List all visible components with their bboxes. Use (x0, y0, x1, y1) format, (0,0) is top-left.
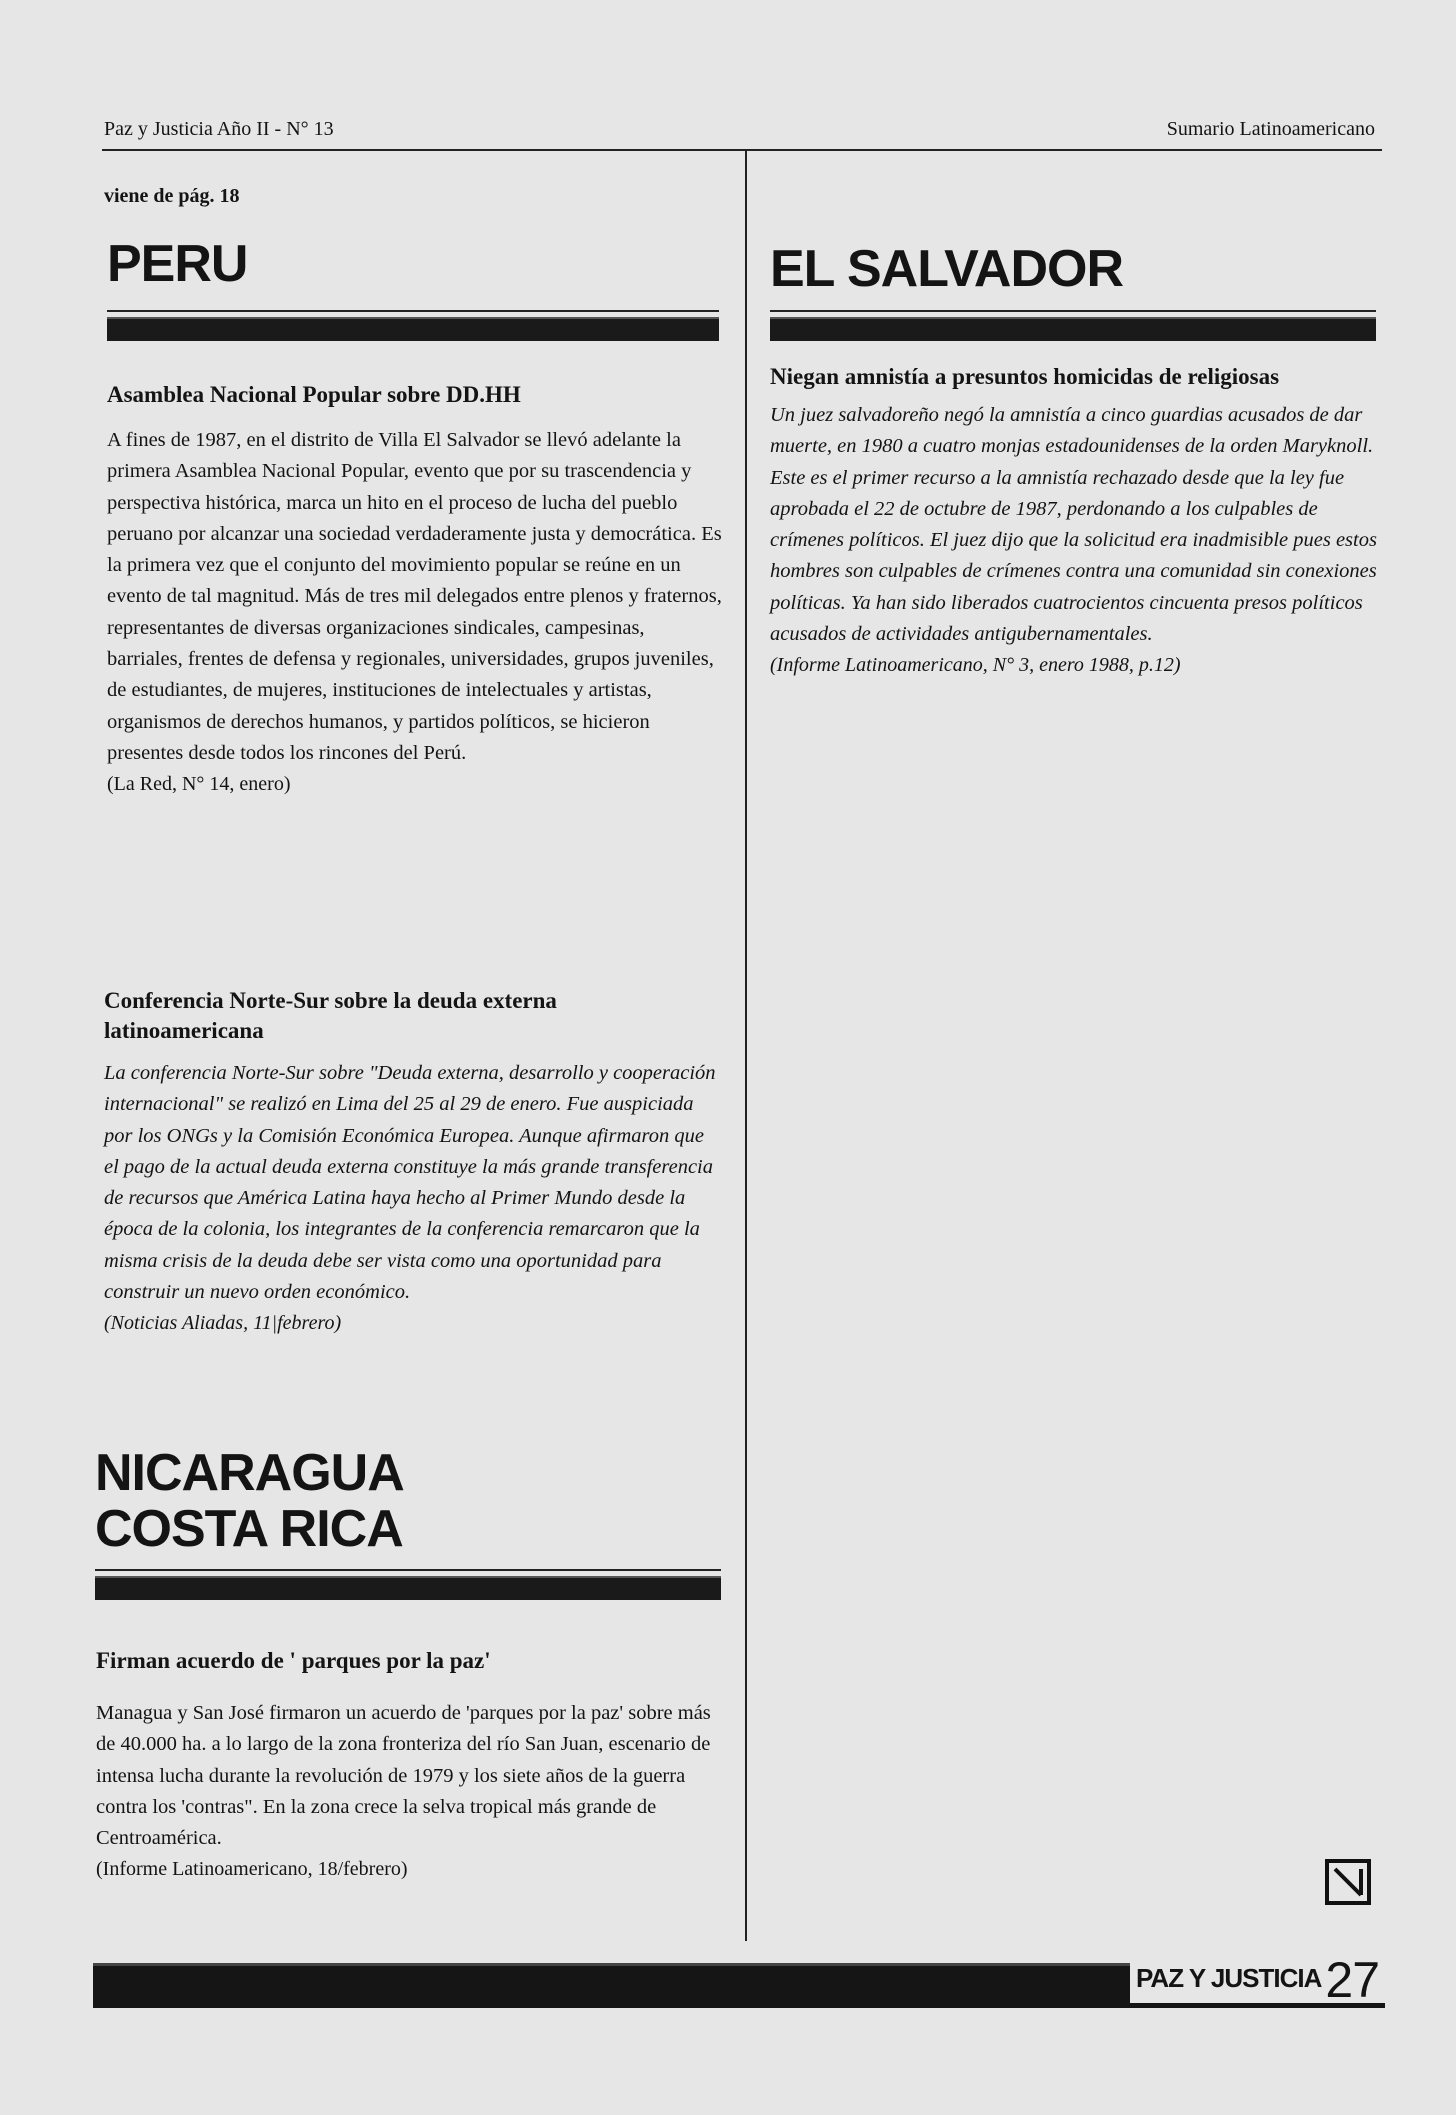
article-conferencia (104, 986, 720, 1338)
end-of-article-box-icon (1325, 1859, 1371, 1905)
section-bar (770, 317, 1376, 341)
article-headline: Firman acuerdo de ' parques por la paz' (96, 1648, 491, 1673)
article-amnistia (770, 362, 1380, 680)
article-body: La conferencia Norte-Sur sobre "Deuda externa, desarrollo y cooperación internacional" se realizó en Lima del 25 al 29 de enero. Fue auspiciada por los ONGs y la Comisión Económica Europea. Aunque afirmaron que el pago de la actual deuda externa constituye la más grande transferencia de recursos que América Latina haya hecho al Primer Mundo desde la época de la colonia, los integrantes de la conferencia remarcaron que la misma crisis de la deuda debe ser vista como una oportunidad para construir un nuevo orden económico. (104, 1062, 716, 1304)
column-divider (745, 151, 747, 1941)
section-title-el-salvador: EL SALVADOR (770, 240, 1124, 298)
article-headline: Conferencia Norte-Sur sobre la deuda externa latinoamericana (104, 988, 557, 1043)
section-rule (770, 310, 1376, 312)
continued-from-note: viene de pág. 18 (104, 185, 240, 207)
section-bar (107, 317, 719, 341)
running-header-right: Sumario Latinoamericano (1166, 118, 1375, 140)
article-headline: Niegan amnistía a presuntos homicidas de religiosas (770, 364, 1280, 389)
article-body: A fines de 1987, en el distrito de Villa El Salvador se llevó adelante la primera Asamblea Nacional Popular, evento que por su trascendencia y perspectiva histórica, marca un hito en el proceso de lucha del pueblo peruano por alcanzar una sociedad verdaderamente justa y democrática. Es la primera vez que el conjunto del movimiento popular se reúne en un evento de tal magnitud. Más de tres mil delegados entre plenos y fraternos, representantes de diversas organizaciones sindicales, campesinas, barriales, frentes de defensa y regionales, universidades, grupos juveniles, de estudiantes, de mujeres, instituciones de intelectuales y artistas, organismos de derechos humanos, y partidos políticos, se hicieron presentes desde todos los rincones del Perú. (107, 429, 722, 764)
page-number: 27 (1325, 1952, 1380, 2009)
footer-publication-name: PAZ Y JUSTICIA (1136, 1963, 1322, 1993)
section-rule (95, 1569, 721, 1571)
section-title-nicaragua: NICARAGUA (95, 1444, 404, 1502)
section-title-costa-rica: COSTA RICA (95, 1500, 403, 1558)
article-headline: Asamblea Nacional Popular sobre DD.HH (107, 382, 521, 407)
elsalvador-section (770, 241, 1380, 341)
article-asamblea (107, 380, 723, 799)
article-source: (Informe Latinoamericano, N° 3, enero 1988, p.12) (770, 654, 1181, 677)
nicaragua-costarica-section (95, 1445, 723, 1600)
peru-section (107, 236, 723, 341)
footer-publication (1130, 1952, 1385, 2009)
article-source: (Noticias Aliadas, 11|febrero) (104, 1312, 342, 1335)
article-parques (96, 1646, 726, 1884)
article-body: Un juez salvadoreño negó la amnistía a cinco guardias acusados de dar muerte, en 1980 a cuatro monjas estadounidenses de la orden Maryknoll. Este es el primer recurso a la amnistía rechazado desde que la ley fue aprobada el 22 de octubre de 1987, perdonando a los culpables de crímenes políticos. El juez dijo que la solicitud era inadmisible pues estos hombres son culpables de crímenes contra una comunidad sin conexiones políticas. Ya han sido liberados cuatrocientos cincuenta presos políticos acusados de actividades antigubernamentales. (770, 404, 1377, 646)
header-rule (102, 149, 1382, 151)
article-body: Managua y San José firmaron un acuerdo de 'parques por la paz' sobre más de 40.000 ha. a lo largo de la zona fronteriza del río San Juan, escenario de intensa lucha durante la revolución de 1979 y los siete años de la guerra contra los 'contras". En la zona crece la selva tropical más grande de Centroamérica. (96, 1702, 711, 1850)
running-header-left: Paz y Justicia Año II - N° 13 (104, 118, 334, 140)
section-title-peru: PERU (107, 235, 248, 293)
section-rule (107, 310, 719, 312)
article-source: (Informe Latinoamericano, 18/febrero) (96, 1858, 408, 1881)
article-source: (La Red, N° 14, enero) (107, 773, 291, 796)
section-bar (95, 1576, 721, 1600)
